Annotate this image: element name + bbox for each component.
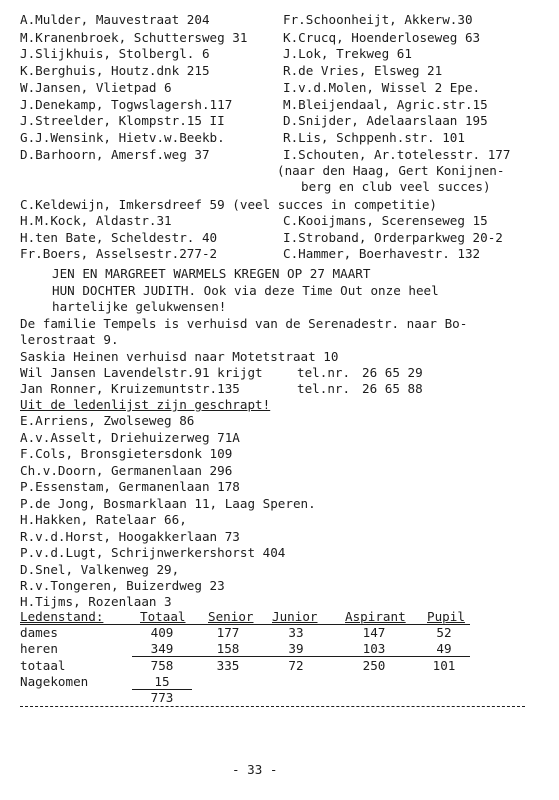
announcement-line: JEN EN MARGREET WARMELS KREGEN OP 27 MAART (52, 266, 371, 281)
table-cell: 101 (432, 658, 456, 673)
address-left: A.Mulder, Mauvestraat 204 (20, 12, 210, 27)
address-right: M.Bleijendaal, Agric.str.15 (283, 97, 488, 112)
list-item: H.Tijms, Rozenlaan 3 (20, 594, 172, 609)
address-left: H.M.Kock, Aldastr.31 (20, 213, 172, 228)
address-left: W.Jansen, Vlietpad 6 (20, 80, 172, 95)
table-cell: 409 (150, 625, 174, 640)
table-cell: 49 (436, 641, 452, 656)
address-right: I.Schouten, Ar.totelesstr. 177 (283, 147, 511, 162)
table-rule (132, 656, 470, 657)
column-header: Aspirant (345, 609, 406, 624)
list-item: P.de Jong, Bosmarklaan 11, Laag Speren. (20, 496, 316, 511)
phone-update-name: Jan Ronner, Kruizemuntstr.135 (20, 381, 240, 396)
table-cell: 335 (216, 658, 240, 673)
phone-update-label: tel.nr. (297, 365, 351, 380)
list-item: E.Arriens, Zwolseweg 86 (20, 413, 195, 428)
table-end-rule (20, 706, 525, 707)
address-right: C.Kooijmans, Scerenseweg 15 (283, 213, 488, 228)
list-item: R.v.Tongeren, Buizerdweg 23 (20, 578, 225, 593)
list-item: H.Hakken, Ratelaar 66, (20, 512, 187, 527)
membership-heading: Ledenstand: (20, 609, 104, 624)
address-left: J.Slijkhuis, Stolbergl. 6 (20, 46, 210, 61)
table-cell: 177 (216, 625, 240, 640)
row-label: totaal (20, 658, 66, 673)
address-right: R.de Vries, Elsweg 21 (283, 63, 443, 78)
removed-heading: Uit de ledenlijst zijn geschrapt! (20, 397, 271, 412)
row-label: heren (20, 641, 58, 656)
table-cell: 147 (362, 625, 386, 640)
row-label: dames (20, 625, 58, 640)
column-header: Junior (272, 609, 318, 624)
move-line: De familie Tempels is verhuisd van de Serenadestr. naar Bo- (20, 316, 468, 331)
table-cell: 158 (216, 641, 240, 656)
nagekomen-label: Nagekomen (20, 674, 89, 689)
address-left: M.Kranenbroek, Schuttersweg 31 (20, 30, 248, 45)
list-item: A.v.Asselt, Driehuizerweg 71A (20, 430, 240, 445)
list-item: P.Essenstam, Germanenlaan 178 (20, 479, 240, 494)
table-cell: 103 (362, 641, 386, 656)
address-right: C.Hammer, Boerhavestr. 132 (283, 246, 481, 261)
table-cell: 349 (150, 641, 174, 656)
column-header: Pupil (427, 609, 465, 624)
address-left: J.Denekamp, Togwslagersh.117 (20, 97, 233, 112)
table-cell: 52 (436, 625, 452, 640)
table-cell: 250 (362, 658, 386, 673)
table-cell: 758 (150, 658, 174, 673)
address-right: I.v.d.Molen, Wissel 2 Epe. (283, 80, 481, 95)
move-line: Saskia Heinen verhuisd naar Motetstraat 10 (20, 349, 339, 364)
announcement-line: HUN DOCHTER JUDITH. Ook via deze Time Out onze heel (52, 283, 439, 298)
grand-total: 773 (150, 690, 174, 705)
list-item: R.v.d.Horst, Hoogakkerlaan 73 (20, 529, 240, 544)
table-cell: 33 (288, 625, 304, 640)
keldewijn-line: C.Keldewijn, Imkersdreef 59 (veel succes in competitie) (20, 197, 438, 212)
address-left: Fr.Boers, Asselsestr.277-2 (20, 246, 218, 261)
phone-update-number: 26 65 29 (362, 365, 423, 380)
address-left: H.ten Bate, Scheldestr. 40 (20, 230, 218, 245)
address-right: J.Lok, Trekweg 61 (283, 46, 412, 61)
column-header: Totaal (140, 609, 186, 624)
address-left: K.Berghuis, Houtz.dnk 215 (20, 63, 210, 78)
address-left: D.Barhoorn, Amersf.weg 37 (20, 147, 210, 162)
address-right: K.Crucq, Hoenderloseweg 63 (283, 30, 481, 45)
address-right: R.Lis, Schppenh.str. 101 (283, 130, 465, 145)
list-item: F.Cols, Bronsgietersdonk 109 (20, 446, 233, 461)
move-line: lerostraat 9. (20, 332, 119, 347)
address-right: D.Snijder, Adelaarslaan 195 (283, 113, 488, 128)
address-right: I.Stroband, Orderparkweg 20-2 (283, 230, 503, 245)
nagekomen-value: 15 (154, 674, 170, 689)
page-number: - 33 - (232, 762, 278, 777)
address-left: G.J.Wensink, Hietv.w.Beekb. (20, 130, 225, 145)
announcement-line: hartelijke gelukwensen! (52, 299, 227, 314)
address-left: J.Streelder, Klompstr.15 II (20, 113, 225, 128)
phone-update-name: Wil Jansen Lavendelstr.91 krijgt (20, 365, 263, 380)
schouten-note-line-1: (naar den Haag, Gert Konijnen- (277, 163, 505, 178)
table-cell: 72 (288, 658, 304, 673)
schouten-note-line-2: berg en club veel succes) (301, 179, 491, 194)
phone-update-number: 26 65 88 (362, 381, 423, 396)
column-header: Senior (208, 609, 254, 624)
list-item: P.v.d.Lugt, Schrijnwerkershorst 404 (20, 545, 286, 560)
address-right: Fr.Schoonheijt, Akkerw.30 (283, 12, 473, 27)
list-item: D.Snel, Valkenweg 29, (20, 562, 180, 577)
list-item: Ch.v.Doorn, Germanenlaan 296 (20, 463, 233, 478)
phone-update-label: tel.nr. (297, 381, 351, 396)
table-cell: 39 (288, 641, 304, 656)
